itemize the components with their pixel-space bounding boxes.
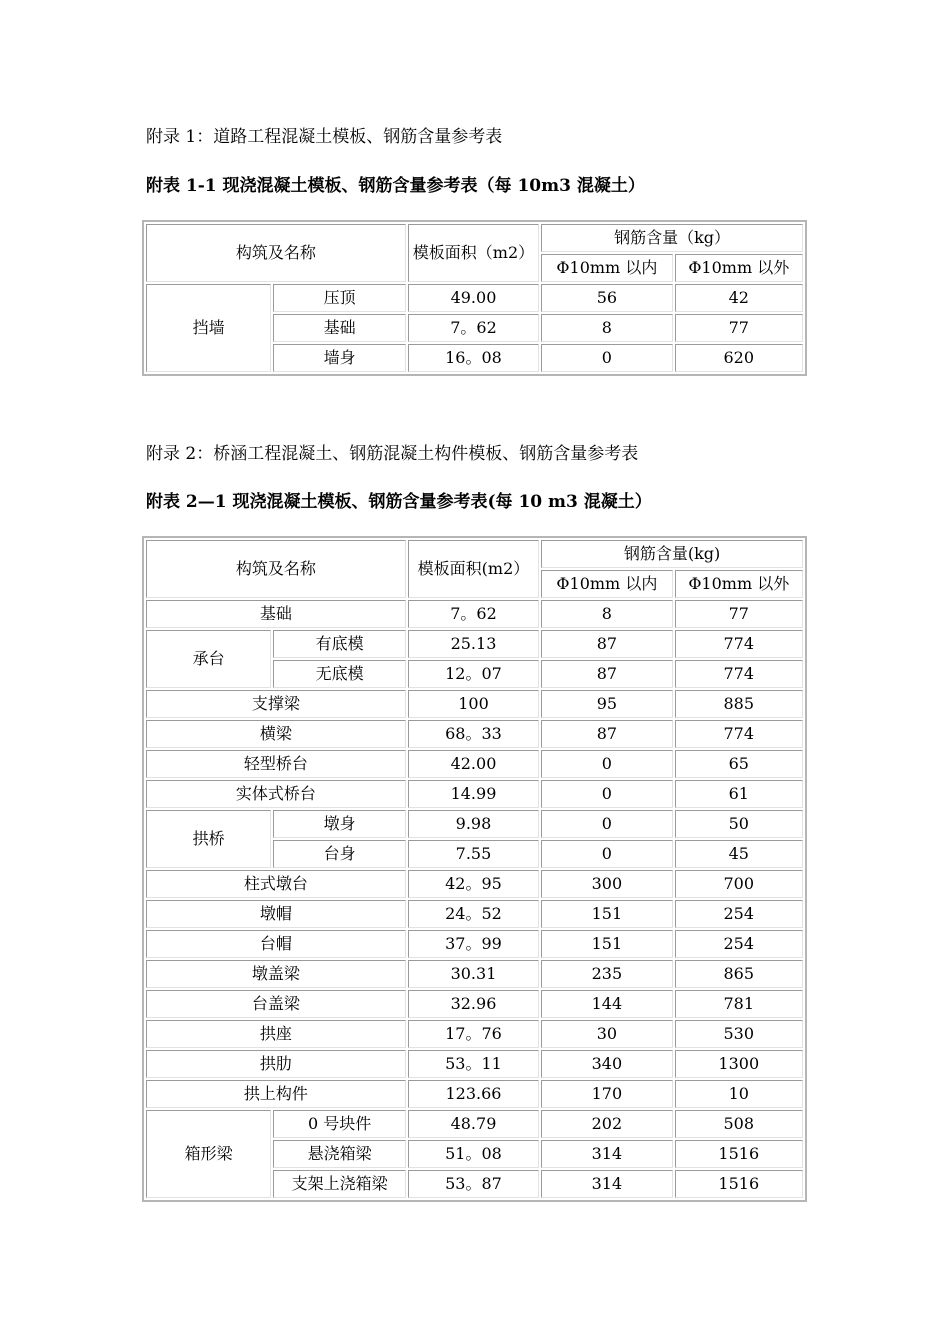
area-cell: 14.99	[408, 780, 539, 808]
sub-label: 压顶	[273, 284, 405, 312]
outer-cell: 1300	[675, 1050, 803, 1078]
inner-cell: 151	[541, 900, 672, 928]
inner-cell: 314	[541, 1140, 672, 1168]
appendix2-heading: 附录 2：桥涵工程混凝土、钢筋混凝土构件模板、钢筋含量参考表	[146, 444, 639, 464]
inner-cell: 0	[541, 780, 672, 808]
table-row	[146, 990, 803, 1018]
header-steel: 钢筋含量(kg)	[541, 540, 803, 568]
outer-cell: 620	[675, 344, 803, 372]
sub-label: 无底模	[273, 660, 405, 688]
table-row	[146, 720, 803, 748]
outer-cell: 774	[675, 630, 803, 658]
outer-cell: 1516	[675, 1170, 803, 1198]
table-row	[146, 1020, 803, 1048]
inner-cell: 8	[541, 314, 672, 342]
appendix1-heading: 附录 1：道路工程混凝土模板、钢筋含量参考表	[146, 127, 503, 147]
outer-cell: 530	[675, 1020, 803, 1048]
sub-label: 台身	[273, 840, 405, 868]
area-cell: 9.98	[408, 810, 539, 838]
area-cell: 12。07	[408, 660, 539, 688]
area-cell: 7.55	[408, 840, 539, 868]
table1-caption: 附表 1-1 现浇混凝土模板、钢筋含量参考表（每 10m3 混凝土）	[146, 176, 645, 196]
table2-grid	[144, 538, 805, 1200]
area-cell: 7。62	[408, 314, 539, 342]
outer-cell: 65	[675, 750, 803, 778]
table-row	[146, 630, 803, 658]
table-row	[146, 1080, 803, 1108]
sub-label: 悬浇箱梁	[273, 1140, 405, 1168]
table-row	[146, 870, 803, 898]
name-cell: 拱座	[146, 1020, 406, 1048]
area-cell: 30.31	[408, 960, 539, 988]
table-row	[146, 780, 803, 808]
name-cell: 墩帽	[146, 900, 406, 928]
inner-cell: 340	[541, 1050, 672, 1078]
table-row	[146, 600, 803, 628]
outer-cell: 45	[675, 840, 803, 868]
table-row	[146, 690, 803, 718]
sub-label: 墙身	[273, 344, 405, 372]
header-name: 构筑及名称	[146, 540, 406, 598]
header-name: 构筑及名称	[146, 224, 406, 282]
area-cell: 32.96	[408, 990, 539, 1018]
sub-label: 有底模	[273, 630, 405, 658]
inner-cell: 87	[541, 660, 672, 688]
group-label: 箱形梁	[146, 1110, 271, 1198]
table-row	[146, 1050, 803, 1078]
table1-grid	[144, 222, 805, 374]
table-row	[146, 930, 803, 958]
outer-cell: 865	[675, 960, 803, 988]
inner-cell: 0	[541, 344, 672, 372]
inner-cell: 8	[541, 600, 672, 628]
table1	[142, 220, 807, 376]
area-cell: 24。52	[408, 900, 539, 928]
inner-cell: 144	[541, 990, 672, 1018]
name-cell: 横梁	[146, 720, 406, 748]
header-steel: 钢筋含量（kg）	[541, 224, 803, 252]
table-row	[146, 960, 803, 988]
sub-label: 支架上浇箱梁	[273, 1170, 405, 1198]
area-cell: 100	[408, 690, 539, 718]
area-cell: 49.00	[408, 284, 539, 312]
header-steel-inner: Φ10mm 以内	[541, 570, 672, 598]
header-formwork: 模板面积(m2）	[408, 540, 539, 598]
outer-cell: 781	[675, 990, 803, 1018]
header-steel-outer: Φ10mm 以外	[675, 570, 803, 598]
area-cell: 25.13	[408, 630, 539, 658]
area-cell: 53。87	[408, 1170, 539, 1198]
name-cell: 台帽	[146, 930, 406, 958]
outer-cell: 885	[675, 690, 803, 718]
table-row	[146, 810, 803, 838]
table-row	[146, 1110, 803, 1138]
sub-label: 墩身	[273, 810, 405, 838]
outer-cell: 77	[675, 600, 803, 628]
area-cell: 123.66	[408, 1080, 539, 1108]
name-cell: 基础	[146, 600, 406, 628]
name-cell: 柱式墩台	[146, 870, 406, 898]
group-label: 拱桥	[146, 810, 271, 868]
group-label: 承台	[146, 630, 271, 688]
table-row	[146, 750, 803, 778]
outer-cell: 700	[675, 870, 803, 898]
area-cell: 53。11	[408, 1050, 539, 1078]
sub-label: 0 号块件	[273, 1110, 405, 1138]
inner-cell: 56	[541, 284, 672, 312]
outer-cell: 42	[675, 284, 803, 312]
outer-cell: 774	[675, 660, 803, 688]
table-row	[146, 284, 803, 312]
table2-caption: 附表 2—1 现浇混凝土模板、钢筋含量参考表(每 10 m3 混凝土）	[146, 492, 652, 512]
inner-cell: 235	[541, 960, 672, 988]
name-cell: 拱肋	[146, 1050, 406, 1078]
inner-cell: 0	[541, 840, 672, 868]
outer-cell: 50	[675, 810, 803, 838]
inner-cell: 0	[541, 750, 672, 778]
header-steel-outer: Φ10mm 以外	[675, 254, 803, 282]
outer-cell: 254	[675, 900, 803, 928]
area-cell: 16。08	[408, 344, 539, 372]
area-cell: 68。33	[408, 720, 539, 748]
name-cell: 实体式桥台	[146, 780, 406, 808]
outer-cell: 254	[675, 930, 803, 958]
header-steel-inner: Φ10mm 以内	[541, 254, 672, 282]
outer-cell: 1516	[675, 1140, 803, 1168]
area-cell: 48.79	[408, 1110, 539, 1138]
inner-cell: 87	[541, 630, 672, 658]
inner-cell: 202	[541, 1110, 672, 1138]
name-cell: 轻型桥台	[146, 750, 406, 778]
outer-cell: 61	[675, 780, 803, 808]
inner-cell: 170	[541, 1080, 672, 1108]
outer-cell: 10	[675, 1080, 803, 1108]
area-cell: 42.00	[408, 750, 539, 778]
sub-label: 基础	[273, 314, 405, 342]
area-cell: 37。99	[408, 930, 539, 958]
header-formwork: 模板面积（m2）	[408, 224, 539, 282]
table-row	[146, 900, 803, 928]
table2	[142, 536, 807, 1202]
name-cell: 台盖梁	[146, 990, 406, 1018]
name-cell: 拱上构件	[146, 1080, 406, 1108]
outer-cell: 508	[675, 1110, 803, 1138]
name-cell: 墩盖梁	[146, 960, 406, 988]
name-cell: 支撑梁	[146, 690, 406, 718]
area-cell: 17。76	[408, 1020, 539, 1048]
outer-cell: 774	[675, 720, 803, 748]
outer-cell: 77	[675, 314, 803, 342]
area-cell: 42。95	[408, 870, 539, 898]
inner-cell: 151	[541, 930, 672, 958]
inner-cell: 0	[541, 810, 672, 838]
inner-cell: 314	[541, 1170, 672, 1198]
area-cell: 51。08	[408, 1140, 539, 1168]
inner-cell: 87	[541, 720, 672, 748]
group-label: 挡墙	[146, 284, 271, 372]
inner-cell: 30	[541, 1020, 672, 1048]
inner-cell: 300	[541, 870, 672, 898]
area-cell: 7。62	[408, 600, 539, 628]
inner-cell: 95	[541, 690, 672, 718]
